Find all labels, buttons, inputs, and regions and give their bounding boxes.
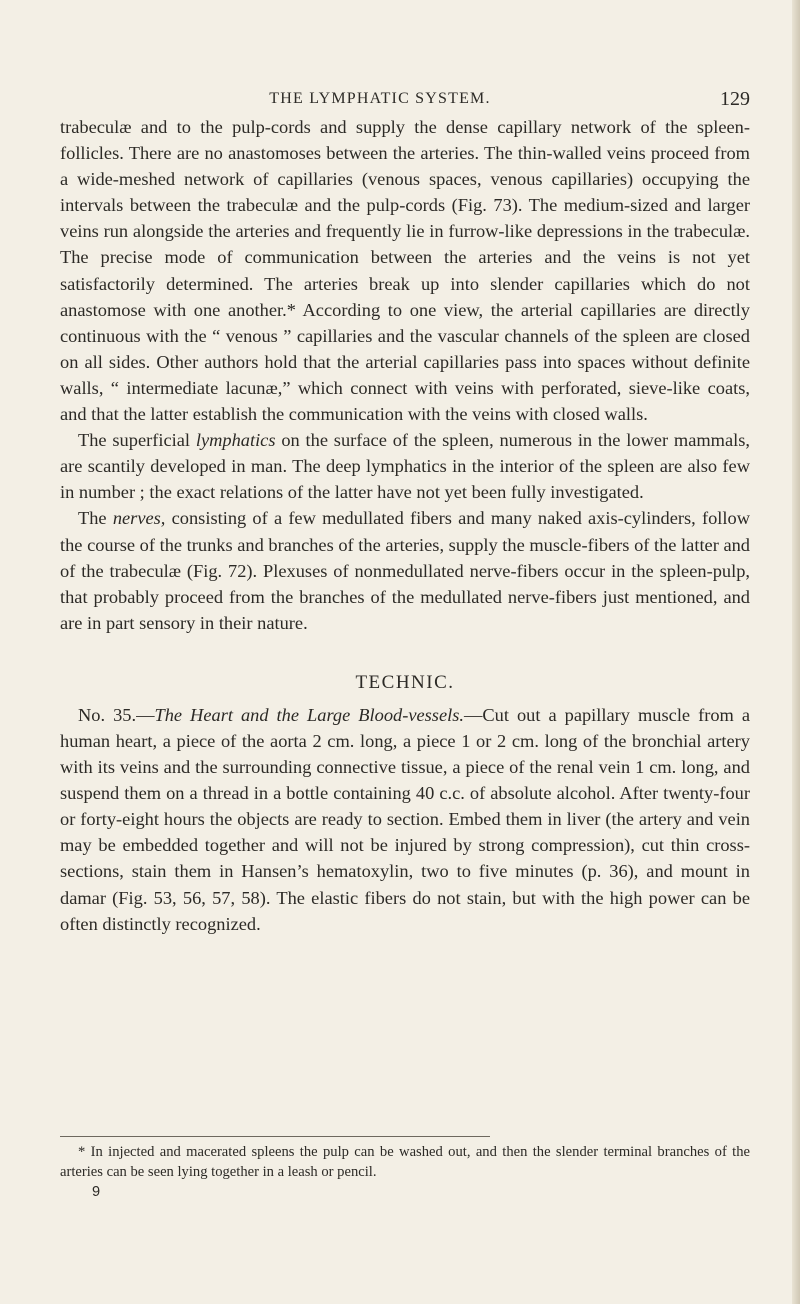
body-text (60, 114, 750, 937)
paragraph-spleen-vessels: trabeculæ and to the pulp-cords and supply the dense capillary network of the spleen-follicles. There are no anastomoses between the arteries. The thin-walled veins proceed from a wide-meshed network of capillaries (venous spaces, venous capillaries) occupying the intervals between the trabeculæ and the pulp-cords (Fig. 73). The medium-sized and larger veins run alongside the arteries and frequently lie in furrow-like depressions in the trabeculæ. The precise mode of communication between the arteries and the veins is not yet satisfactorily determined. The arteries break up into slender capillaries which do not anastomose with one another.* According to one view, the arterial capillaries are directly continuous with the “ venous ” capillaries and the vascular channels of the spleen are closed on all sides. Other authors hold that the arterial capillaries pass into spaces without definite walls, “ intermediate lacunæ,” which connect with veins with perforated, sieve-like coats, and that the latter establish the communication with the veins with closed walls. (60, 117, 750, 425)
technic-number: No. 35. (78, 704, 137, 725)
technic-dash-2: — (464, 704, 483, 725)
paragraph-lymphatics (60, 427, 750, 505)
running-title: THE LYMPHATIC SYSTEM. (269, 90, 491, 107)
paragraph-nerves (60, 505, 750, 635)
page-edge-shadow (792, 0, 800, 1304)
technic-title: The Heart and the Large Blood-vessels. (154, 704, 464, 725)
term-lymphatics: lymphatics (195, 430, 276, 451)
paragraph-lymphatics-rest: on the surface of the spleen, numerous in the lower mammals, are scantily developed in man. The deep lymphatics in the interior of the spleen are also few in number ; the exact relations of the latter have not yet been fully investigated. (60, 430, 750, 503)
page-number: 129 (720, 88, 750, 110)
book-page (60, 0, 750, 1304)
running-head (60, 88, 750, 112)
section-heading-technic: TECHNIC. (355, 671, 455, 693)
paragraph-nerves-rest: consisting of a few medullated fibers and many naked axis-cylinders, follow the course of the trunks and branches of the arteries, supply the muscle-fibers of the latter and of the trabeculæ (Fig. 72). Plexuses of nonmedullated nerve-fibers occur in the spleen-pulp, that probably proceed from the branches of the medullated nerve-fibers just mentioned, and are in part sensory in their nature. (60, 508, 750, 633)
paragraph-technic-35 (60, 702, 750, 937)
technic-dash-1: — (136, 704, 155, 725)
term-nerves: nerves, (112, 508, 166, 529)
signature-mark: 9 (92, 1184, 101, 1200)
technic-text: Cut out a papillary muscle from a human heart, a piece of the aorta 2 cm. long, a piece 1 or 2 cm. long of the bronchial artery with its veins and the surrounding connective tissue, a piece of the renal vein 1 cm. long, and suspend them on a thread in a bottle containing 40 c.c. of absolute alcohol. After twenty-four or forty-eight hours the objects are ready to section. Embed them in liver (the artery and vein may be embedded together and will not be injured by strong compression), cut thin cross-sections, stain them in Hansen’s hematoxylin, two to five minutes (p. 36), and mount in damar (Fig. 53, 56, 57, 58). The elastic fibers do not stain, but with the high power can be often distinctly recognized. (60, 704, 750, 934)
paragraph-lymphatics-intro: The superficial (78, 430, 196, 451)
footnote-rule (60, 1136, 490, 1137)
paragraph-nerves-intro: The (78, 508, 113, 529)
footnote: * In injected and macerated spleens the pulp can be washed out, and then the slender terminal branches of the arteries can be seen lying together in a leash or pencil. (60, 1144, 750, 1180)
